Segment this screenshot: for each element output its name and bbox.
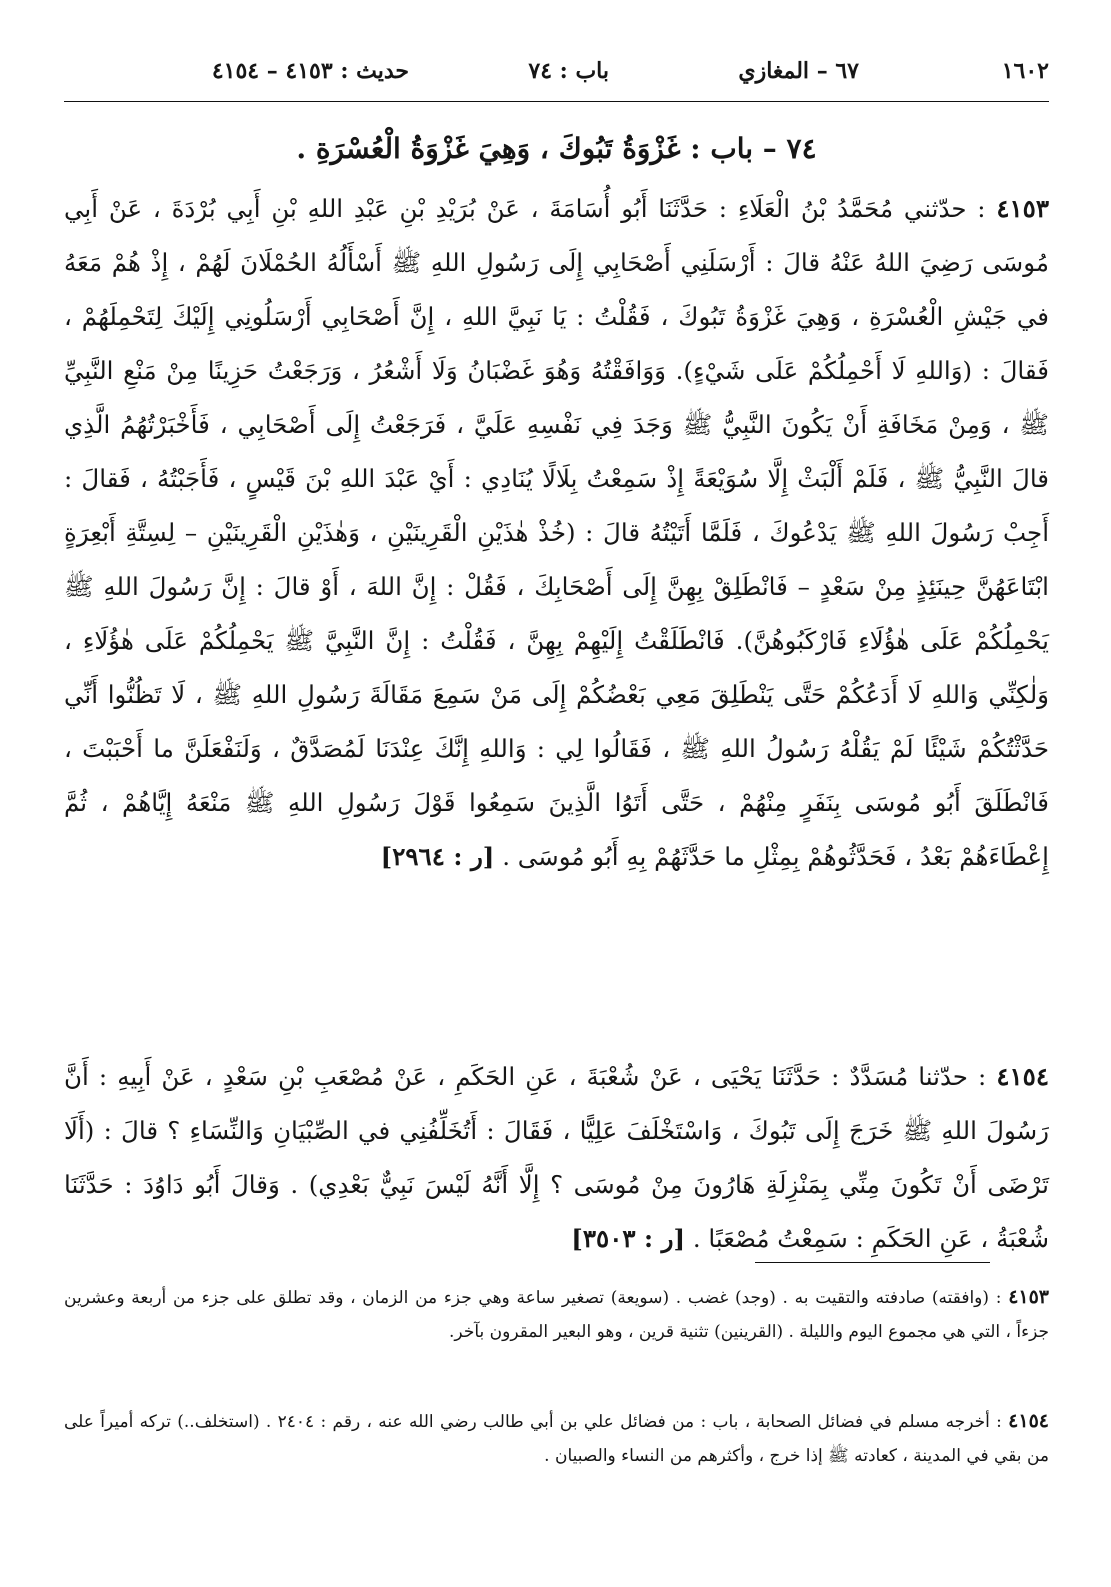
hadith-reference: [ر : ٢٩٦٤] xyxy=(380,842,495,871)
hadith-text: : حدّثنا مُسَدَّدٌ : حَدَّثَنَا يَحْيَى ، عَنْ شُعْبَةَ ، عَنِ الحَكَمِ ، عَنْ مُصْعَبِ بْنِ سَعْدٍ ، عَنْ أَبِيهِ : أَنَّ رَسُولَ اللهِ ﷺ خَرَجَ إِلَى تَبُوكَ ، وَاسْتَخْلَفَ عَلِيًّا ، فَقَالَ : أَتُخَلِّفُنِي في الصِّبْيَانِ وَالنِّسَاءِ ؟ قالَ : (أَلَا تَرْضَى أَنْ تَكُونَ مِنِّي بِمَنْزِلَةِ هَارُونَ مِنْ مُوسَى ؟ إِلَّا أَنَّهُ لَيْسَ نَبِيٌّ بَعْدِي) . وَقالَ أَبُو دَاوُدَ : حَدَّثَنَا شُعْبَةُ ، عَنِ الحَكَمِ : سَمِعْتُ مُصْعَبًا . xyxy=(64,1062,1049,1253)
chapter-title: ٧٤ – باب : غَزْوَةُ تَبُوكَ ، وَهِيَ غَزْوَةُ الْعُسْرَةِ . xyxy=(296,132,817,165)
hadith-number: ٤١٥٤ xyxy=(996,1062,1049,1091)
hadith-range: حديث : ٤١٥٣ – ٤١٥٤ xyxy=(211,58,409,84)
hadith-number: ٤١٥٣ xyxy=(996,194,1049,223)
chapter-name: ٦٧ – المغازي xyxy=(738,58,859,84)
hadith-block xyxy=(64,1050,1049,1266)
footnote-divider xyxy=(755,1262,990,1263)
running-header xyxy=(64,52,1049,102)
footnote xyxy=(64,1404,1049,1473)
hadith-block xyxy=(64,182,1049,884)
bab-number: باب : ٧٤ xyxy=(528,58,609,84)
footnote xyxy=(64,1280,1049,1349)
footnote-number: ٤١٥٣ xyxy=(1008,1286,1050,1308)
footnote-text: : (وافقته) صادفته والتقيت به . (وجد) غضب . (سويعة) تصغير ساعة وهي جزء من الزمان ، وقد تطلق على جزء من أربعة وعشرين جزءاً ، التي هي مجموع اليوم والليلة . (القرينين) تثنية قرين ، وهو البعير المقرون بآخر. xyxy=(64,1288,1049,1342)
hadith-reference: [ر : ٣٥٠٣] xyxy=(571,1224,686,1253)
header-divider xyxy=(64,101,1049,102)
page-number: ١٦٠٢ xyxy=(1001,58,1049,84)
hadith-text: : حدّثني مُحَمَّدُ بْنُ الْعَلَاءِ : حَدَّثَنَا أَبُو أُسَامَةَ ، عَنْ بُرَيْدِ بْنِ عَبْدِ اللهِ بْنِ أَبِي بُرْدَةَ ، عَنْ أَبِي مُوسَى رَضِيَ اللهُ عَنْهُ قالَ : أَرْسَلَنِي أَصْحَابِي إِلَى رَسُولِ اللهِ ﷺ أَسْأَلُهُ الحُمْلَانَ لَهُمْ ، إِذْ هُمْ مَعَهُ في جَيْشِ الْعُسْرَةِ ، وَهِيَ غَزْوَةُ تَبُوكَ ، فَقُلْتُ : يَا نَبِيَّ اللهِ ، إِنَّ أَصْحَابِي أَرْسَلُونِي إِلَيْكَ لِتَحْمِلَهُمْ ، فَقالَ : (وَاللهِ لَا أَحْمِلُكُمْ عَلَى شَيْءٍ). وَوَافَقْتُهُ وَهُوَ غَضْبَانُ وَلَا أَشْعُرُ ، وَرَجَعْتُ حَزِينًا مِنْ مَنْعِ النَّبِيِّ ﷺ ، وَمِنْ مَخَافَةِ أَنْ يَكُونَ النَّبِيُّ ﷺ وَجَدَ فِي نَفْسِهِ عَلَيَّ ، فَرَجَعْتُ إِلَى أَصْحَابِي ، فَأَخْبَرْتُهُمُ الَّذِي قالَ النَّبِيُّ ﷺ ، فَلَمْ أَلْبَثْ إِلَّا سُوَيْعَةً إِذْ سَمِعْتُ بِلَالًا يُنَادِي : أَيْ عَبْدَ اللهِ بْنَ قَيْسٍ ، فَأَجَبْتُهُ ، فَقالَ : أَجِبْ رَسُولَ اللهِ ﷺ يَدْعُوكَ ، فَلَمَّا أَتَيْتُهُ قالَ : (خُذْ هٰذَيْنِ الْقَرِينَيْنِ ، وَهٰذَيْنِ الْقَرِينَيْنِ – لِسِتَّةِ أَبْعِرَةٍ ابْتَاعَهُنَّ حِينَئِذٍ مِنْ سَعْدٍ – فَانْطَلِقْ بِهِنَّ إِلَى أَصْحَابِكَ ، فَقُلْ : إِنَّ اللهَ ، أَوْ قالَ : إِنَّ رَسُولَ اللهِ ﷺ يَحْمِلُكُمْ عَلَى هٰؤُلَاءِ فَارْكَبُوهُنَّ). فَانْطَلَقْتُ إِلَيْهِمْ بِهِنَّ ، فَقُلْتُ : إِنَّ النَّبِيَّ ﷺ يَحْمِلُكُمْ عَلَى هٰؤُلَاءِ ، وَلٰكِنِّي وَاللهِ لَا أَدَعُكُمْ حَتَّى يَنْطَلِقَ مَعِي بَعْضُكُمْ إِلَى مَنْ سَمِعَ مَقَالَةَ رَسُولِ اللهِ ﷺ ، لَا تَظُنُّوا أَنِّي حَدَّثْتُكُمْ شَيْئًا لَمْ يَقُلْهُ رَسُولُ اللهِ ﷺ ، فَقَالُوا لِي : وَاللهِ إِنَّكَ عِنْدَنَا لَمُصَدَّقٌ ، وَلَنَفْعَلَنَّ ما أَحْبَبْتَ ، فَانْطَلَقَ أَبُو مُوسَى بِنَفَرٍ مِنْهُمْ ، حَتَّى أَتَوُا الَّذِينَ سَمِعُوا قَوْلَ رَسُولِ اللهِ ﷺ مَنْعَهُ إِيَّاهُمْ ، ثُمَّ إِعْطَاءَهُمْ بَعْدُ ، فَحَدَّثُوهُمْ بِمِثْلِ ما حَدَّثَهُمْ بِهِ أَبُو مُوسَى . xyxy=(64,194,1049,871)
footnote-text: : أخرجه مسلم في فضائل الصحابة ، باب : من فضائل علي بن أبي طالب رضي الله عنه ، رقم : ٢٤٠٤ . (استخلف..) تركه أميراً على من بقي في المدينة ، كعادته ﷺ إذا خرج ، وأكثرهم من النساء والصبيان . xyxy=(64,1412,1049,1466)
footnote-number: ٤١٥٤ xyxy=(1008,1410,1049,1432)
